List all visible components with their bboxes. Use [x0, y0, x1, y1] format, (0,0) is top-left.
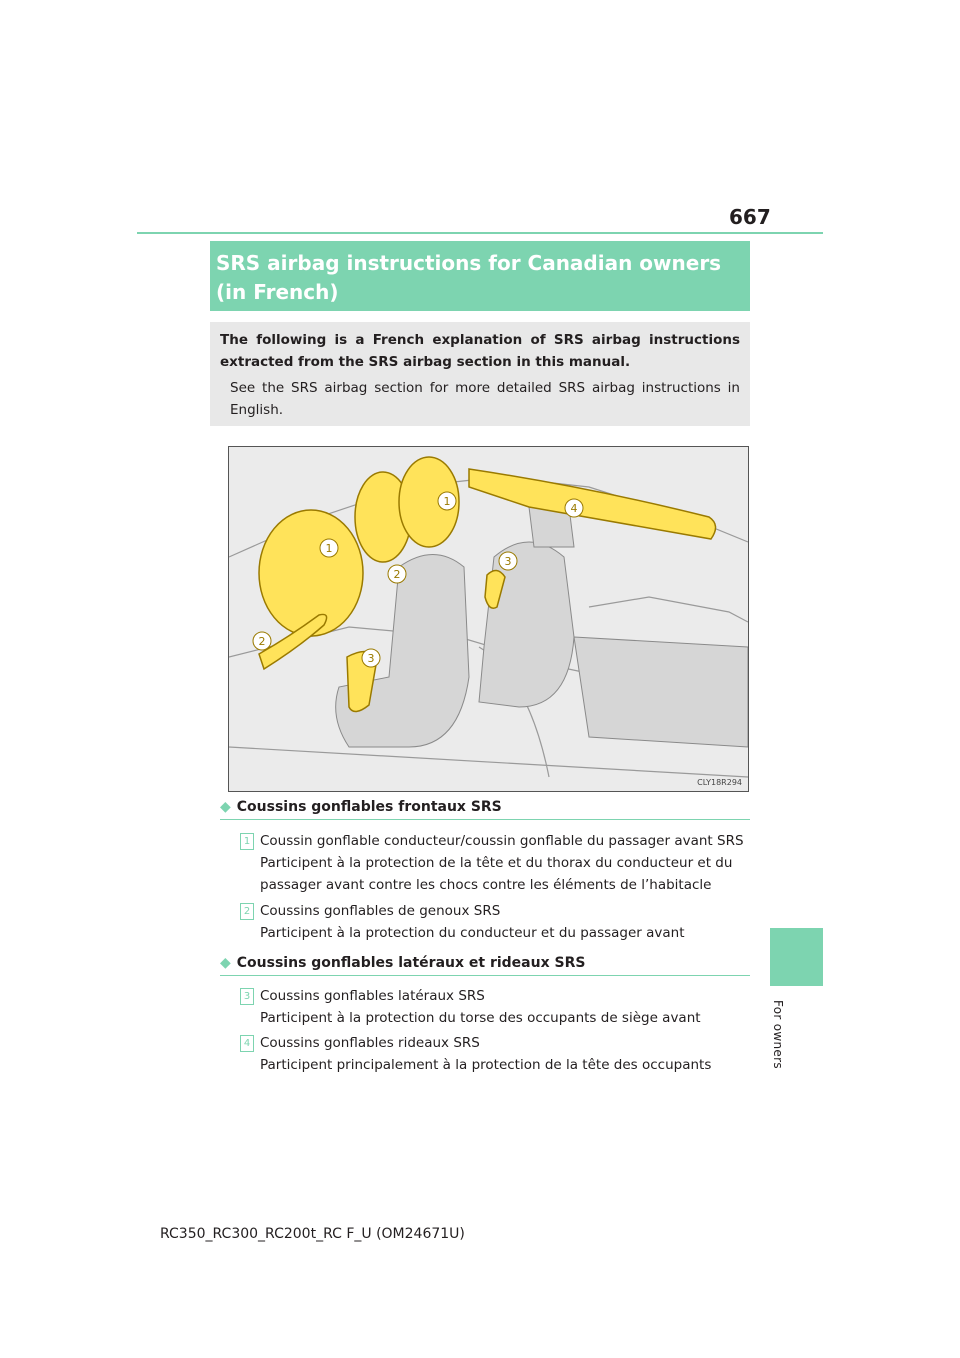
page-number: 667 — [729, 205, 771, 229]
item-description: Participent à la protection de la tête et du thorax du conducteur et du passager avant contre les chocs contre les éléments de l’habitacle — [260, 855, 733, 893]
item-description: Participent à la protection du conducteur et du passager avant — [260, 925, 685, 941]
section-title: SRS airbag instructions for Canadian owners (in French) — [210, 241, 750, 311]
item-title: Coussins gonflables de genoux SRS — [260, 903, 501, 919]
item-description: Participent principalement à la protection de la tête des occupants — [260, 1057, 712, 1073]
intro-sub-text: See the SRS airbag section for more detailed SRS airbag instructions in English. — [230, 380, 740, 418]
callout-3b: 3 — [367, 652, 375, 665]
intro-main-text: The following is a French explanation of SRS airbag instructions extracted from the SRS airbag section in this manual. — [220, 332, 740, 370]
chapter-tab — [770, 928, 823, 986]
rear-shelf — [589, 597, 748, 622]
item-title: Coussin gonflable conducteur/coussin gonflable du passager avant SRS — [260, 833, 744, 849]
diamond-icon: ◆ — [220, 955, 231, 971]
driver-airbag — [259, 510, 363, 636]
list-item — [240, 1032, 750, 1076]
list-item — [240, 900, 750, 944]
item-number-badge: 1 — [240, 833, 254, 850]
floor-line — [229, 747, 748, 777]
intro-box — [210, 322, 750, 426]
callout-2b: 2 — [258, 635, 266, 648]
item-number-badge: 3 — [240, 988, 254, 1005]
curtain-airbag — [469, 469, 716, 539]
callout-1b: 1 — [443, 495, 451, 508]
header-rule — [137, 232, 823, 234]
callout-2a: 2 — [393, 568, 401, 581]
figure-code: CLY18R294 — [697, 778, 742, 787]
heading-frontal-airbags — [220, 799, 750, 820]
list-item — [240, 830, 750, 896]
item-title: Coussins gonflables rideaux SRS — [260, 1035, 480, 1051]
item-number-badge: 2 — [240, 903, 254, 920]
diamond-icon: ◆ — [220, 799, 231, 815]
list-item — [240, 985, 750, 1029]
rear-bench — [574, 637, 748, 747]
item-number-badge: 4 — [240, 1035, 254, 1052]
passenger-seat — [479, 542, 574, 707]
callout-4: 4 — [570, 502, 578, 515]
airbag-illustration-drawing — [229, 447, 748, 791]
heading-frontal-airbags-text: Coussins gonflables frontaux SRS — [236, 799, 502, 815]
callout-3a: 3 — [504, 555, 512, 568]
callout-1a: 1 — [325, 542, 333, 555]
footer-model-code: RC350_RC300_RC200t_RC F_U (OM24671U) — [160, 1226, 465, 1242]
airbag-illustration — [228, 446, 749, 792]
item-title: Coussins gonflables latéraux SRS — [260, 988, 485, 1004]
heading-side-curtain-airbags — [220, 955, 750, 976]
item-description: Participent à la protection du torse des occupants de siège avant — [260, 1010, 701, 1026]
heading-side-curtain-airbags-text: Coussins gonflables latéraux et rideaux SRS — [236, 955, 586, 971]
chapter-tab-label: For owners — [771, 1000, 785, 1069]
